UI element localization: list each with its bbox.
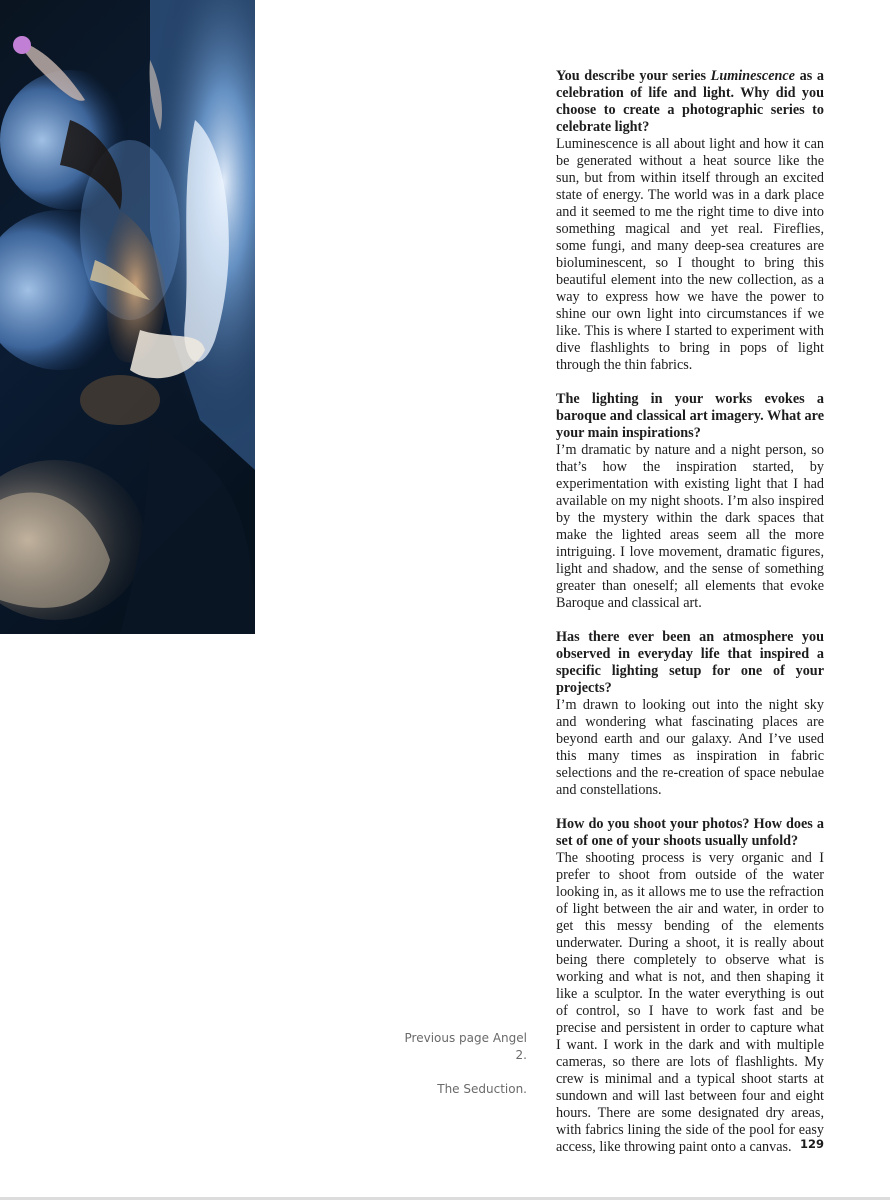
underwater-figure-photo: [0, 0, 255, 634]
article-body: [556, 68, 824, 1173]
question-1-prefix: You describe your series: [556, 68, 711, 84]
series-title: Luminescence: [710, 68, 795, 84]
qa-section-1: [556, 68, 824, 374]
question-4: How do you shoot your photos? How does a set of one of your shoots usually unfold?: [556, 816, 824, 849]
question-1-suffix: as a celebration of life and light. Why did you choose to create a photographic series to celebrate light?: [556, 68, 824, 135]
qa-section-4: [556, 816, 824, 1156]
answer-1: Luminescence is all about light and how it can be generated without a heat source like the sun, but from within itself through an excited state of energy. The world was in a dark place and it seemed to me the right time to dive into something magical and yet real. Fireflies, some fungi, and many deep-sea creatures are bioluminescent, so I thought to bring this beautiful element into the new collection, as a way to express how we have the power to shine our own light into circumstances if we like. This is where I started to experiment with dive flashlights to bring in pops of light through the thin fabrics.: [556, 136, 824, 373]
photo-caption: [390, 1030, 527, 1115]
photo-illustration: [0, 0, 255, 634]
question-1: [556, 68, 824, 136]
question-2: The lighting in your works evokes a baroque and classical art imagery. What are your main inspirations?: [556, 391, 824, 441]
question-3: Has there ever been an atmosphere you observed in everyday life that inspired a specific lighting setup for one of your projects?: [556, 629, 824, 696]
page-number: 129: [799, 1137, 824, 1151]
answer-3: I’m drawn to looking out into the night sky and wondering what fascinating places are beyond earth and our galaxy. And I’ve used this many times as inspiration in fabric selections and the re-creation of space nebulae and constellations.: [556, 697, 824, 798]
answer-2: I’m dramatic by nature and a night person, so that’s how the inspiration started, by experimentation with existing light that I had available on my night shoots. I’m also inspired by the mystery within the dark spaces that make the lighted areas seem all the more intriguing. I love movement, dramatic figures, light and shadow, and the sense of something greater than oneself; all elements that evoke Baroque and classical art.: [556, 442, 824, 611]
caption-line-1: Previous page Angel 2.: [404, 1031, 527, 1062]
answer-4: The shooting process is very organic and I prefer to shoot from outside of the water looking in, as it allows me to use the refraction of light between the air and water, in order to get this messy bending of the elements underwater. During a shoot, it is really about being there completely to observe what is working and what is not, and then shaping it like a sculptor. In the water everything is out of control, so I have to work fast and be precise and persistent in order to capture what I want. I work in the dark and with multiple cameras, so there are lots of flashlights. My crew is minimal and a typical shoot starts at sundown and will last between four and eight hours. There are some designated dry areas, with fabrics lining the side of the pool for easy access, like throwing paint onto a canvas.: [556, 850, 824, 1155]
qa-section-2: [556, 391, 824, 612]
qa-section-3: [556, 629, 824, 799]
caption-line-2: The Seduction.: [437, 1082, 527, 1096]
